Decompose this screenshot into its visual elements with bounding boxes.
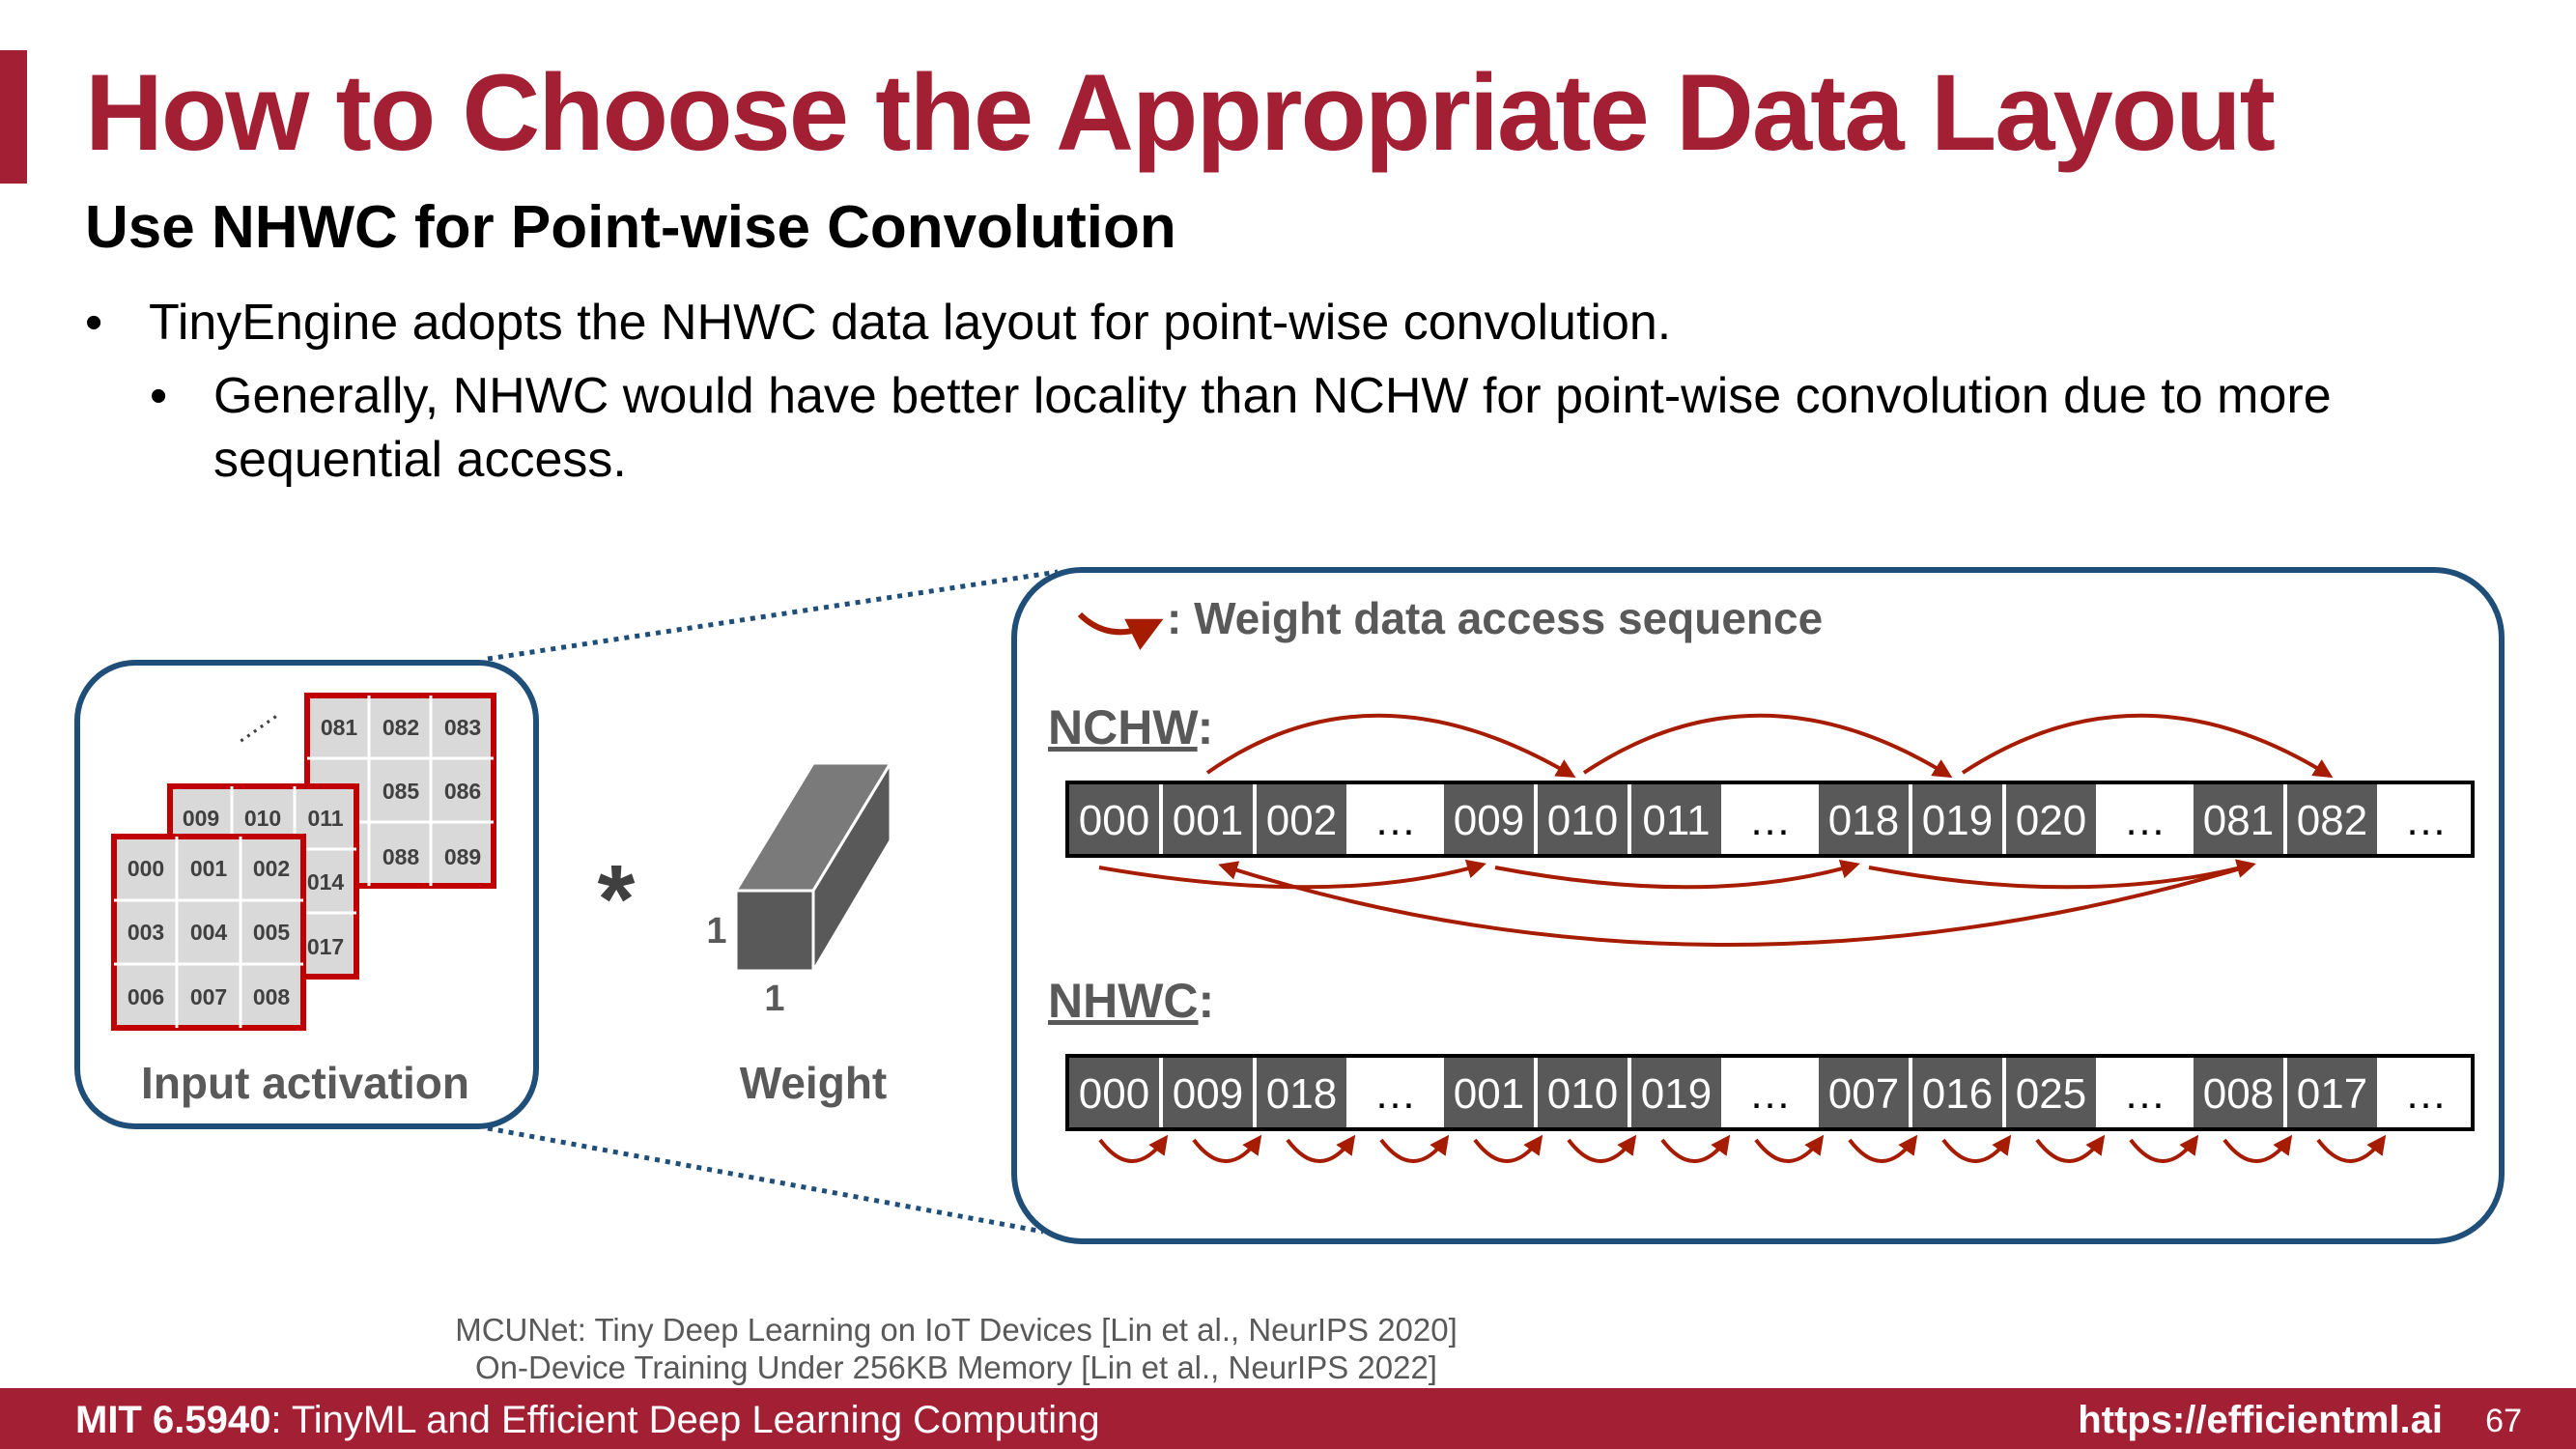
act-cell: 004 [189,920,228,945]
strip-cell-label: 009 [1453,797,1525,844]
strip-cell-label: 000 [1078,797,1150,844]
act-cell: 011 [307,806,344,831]
act-cell: 089 [443,844,482,869]
course-code: MIT 6.5940 [75,1399,271,1441]
act-cell: 083 [443,715,482,740]
nchw-memory-strip [1067,782,2473,856]
strip-cell-label: … [2123,797,2166,844]
weight-label: Weight [739,1058,888,1108]
activation-channel-front [114,837,303,1028]
weight-prism [736,763,891,971]
page-number: 67 [2485,1403,2522,1439]
nhwc-label-text: NHWC [1048,974,1199,1028]
strip-cell-label: 025 [2015,1070,2087,1118]
act-cell: 001 [189,856,228,881]
act-cell: 008 [252,984,291,1009]
act-cell: 007 [189,984,228,1009]
strip-cell-label: 007 [1827,1070,1900,1118]
nhwc-label [1048,974,1214,1028]
convolution-operator: * [597,845,636,953]
act-cell: 081 [320,715,358,740]
act-cell: 082 [382,715,420,740]
strip-cell-label: 001 [1172,797,1244,844]
strip-cell-label: 018 [1827,797,1900,844]
act-cell: 006 [127,984,165,1009]
bullet-1-marker: • [85,295,103,351]
weight-dim-width: 1 [764,979,785,1019]
nchw-label-text: NCHW [1048,700,1198,754]
strip-cell-label: … [1748,1070,1792,1118]
strip-cell-label: … [1373,1070,1417,1118]
bullet-2-text: Generally, NHWC would have better locality than NCHW for point-wise convolution due to more sequential access. [213,368,2332,488]
bullet-1-text: TinyEngine adopts the NHWC data layout for point-wise convolution. [149,295,1672,351]
strip-cell-label: 018 [1265,1070,1338,1118]
slide-subtitle: Use NHWC for Point-wise Convolution [85,194,1176,261]
strip-cell-label: 082 [2296,797,2368,844]
act-cell: 010 [243,806,282,831]
slide-title: How to Choose the Appropriate Data Layout [85,52,2274,173]
course-url[interactable]: https://efficientml.ai [2078,1399,2443,1441]
act-cell: 003 [127,920,165,945]
access-sequence-legend: : Weight data access sequence [1167,593,1824,643]
act-cell: 002 [252,856,291,881]
strip-cell-label: 081 [2202,797,2275,844]
strip-cell-label: 010 [1546,1070,1619,1118]
course-title [75,1398,1100,1442]
strip-cell-label: 011 [1642,797,1711,844]
bullet-2-marker: • [150,368,168,424]
act-cell: 086 [443,779,482,804]
strip-cell-label: … [1373,797,1417,844]
strip-cell-label: 000 [1078,1070,1150,1118]
zoom-line-bottom [488,1128,1043,1232]
strip-cell-label: 016 [1921,1070,1994,1118]
strip-cell-label: 009 [1172,1070,1244,1118]
strip-cell-label: 010 [1546,797,1619,844]
nhwc-label-colon: : [1198,974,1215,1028]
strip-cell-label: 008 [2202,1070,2275,1118]
act-cell: 088 [382,844,420,869]
channel-ellipsis: ...... [225,696,283,750]
citation-mcunet: MCUNet: Tiny Deep Learning on IoT Devices [Lin et al., NeurIPS 2020] [455,1312,1458,1348]
strip-cell-label: 001 [1453,1070,1525,1118]
strip-cell-label: 017 [2296,1070,2368,1118]
weight-dim-height: 1 [706,911,727,952]
strip-cell-label: 002 [1265,797,1338,844]
strip-cell-label: … [2404,797,2448,844]
strip-cell-label: 019 [1640,1070,1713,1118]
citation-on-device-training: On-Device Training Under 256KB Memory [Lin et al., NeurIPS 2022] [475,1350,1437,1385]
act-cell: 009 [182,806,220,831]
nhwc-memory-strip [1067,1056,2473,1129]
course-name: : TinyML and Efficient Deep Learning Computing [270,1399,1100,1441]
act-cell: 017 [306,934,345,959]
act-cell: 005 [252,920,291,945]
act-cell: 014 [306,869,345,895]
act-cell: 085 [382,779,420,804]
nchw-label-colon: : [1197,700,1214,754]
strip-cell-label: 020 [2015,797,2087,844]
act-cell: 000 [127,856,165,881]
nchw-label [1048,700,1213,754]
footer-bar [0,1388,2576,1449]
strip-cell-label: 019 [1921,797,1994,844]
activation-label: Input activation [141,1058,469,1108]
strip-cell-label: … [2404,1070,2448,1118]
strip-cell-label: … [2123,1070,2166,1118]
zoom-line-top [488,572,1058,659]
strip-cell-label: … [1748,797,1792,844]
